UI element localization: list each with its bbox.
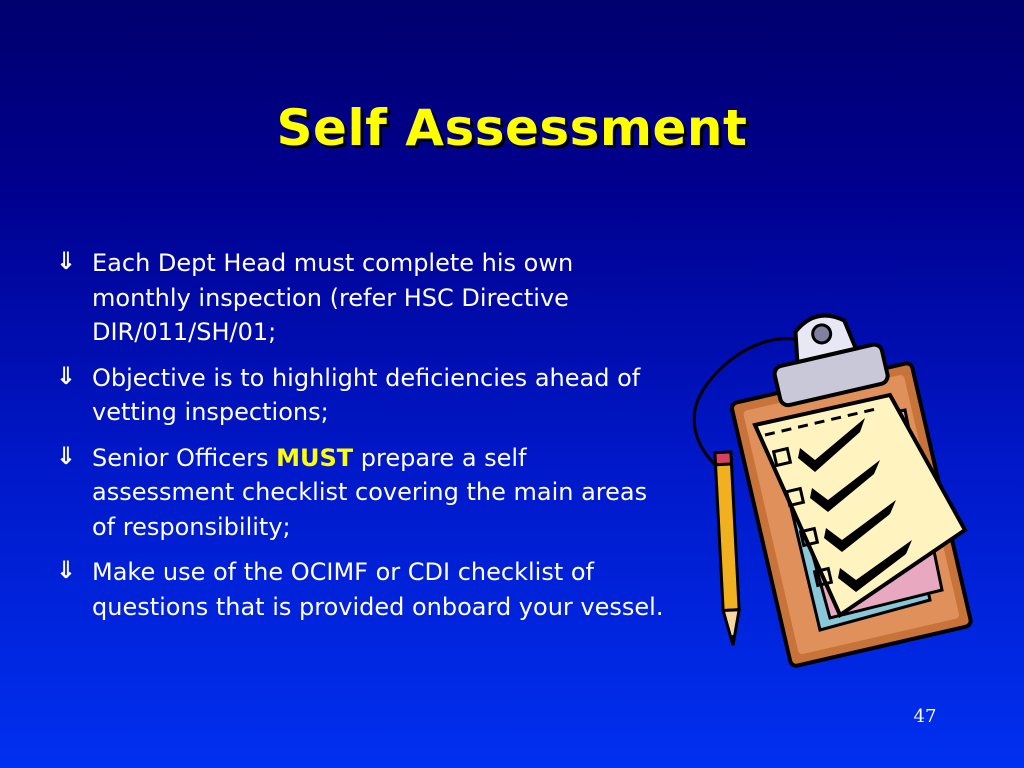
bullet-item: [56, 246, 676, 350]
bullet-text-before: Senior Officers: [92, 443, 269, 472]
clipboard-illustration: [680, 300, 980, 680]
bullet-emphasis: MUST: [276, 443, 354, 472]
bullet-item: [56, 441, 676, 545]
bullet-text: Objective is to highlight deficiencies ahead of vetting inspections;: [92, 363, 641, 426]
down-arrow-icon: ⇓: [56, 556, 77, 584]
bullet-text-after: prepare a self assessment checklist covering the main areas of responsibility;: [92, 443, 648, 541]
down-arrow-icon: ⇓: [56, 247, 77, 275]
page-number: 47: [913, 706, 937, 727]
down-arrow-icon: ⇓: [56, 361, 77, 390]
slide-title: Self Assessment: [276, 99, 748, 157]
bullet-list: [56, 246, 676, 635]
bullet-text: Each Dept Head must complete his own monthly inspection (refer HSC Directive DIR/011/SH/01;: [92, 249, 574, 346]
down-arrow-icon: ⇓: [56, 441, 77, 470]
bullet-item: [56, 555, 676, 624]
bullet-text: Make use of the OCIMF or CDI checklist of questions that is provided onboard your vessel.: [92, 558, 664, 621]
bullet-item: [56, 361, 676, 430]
